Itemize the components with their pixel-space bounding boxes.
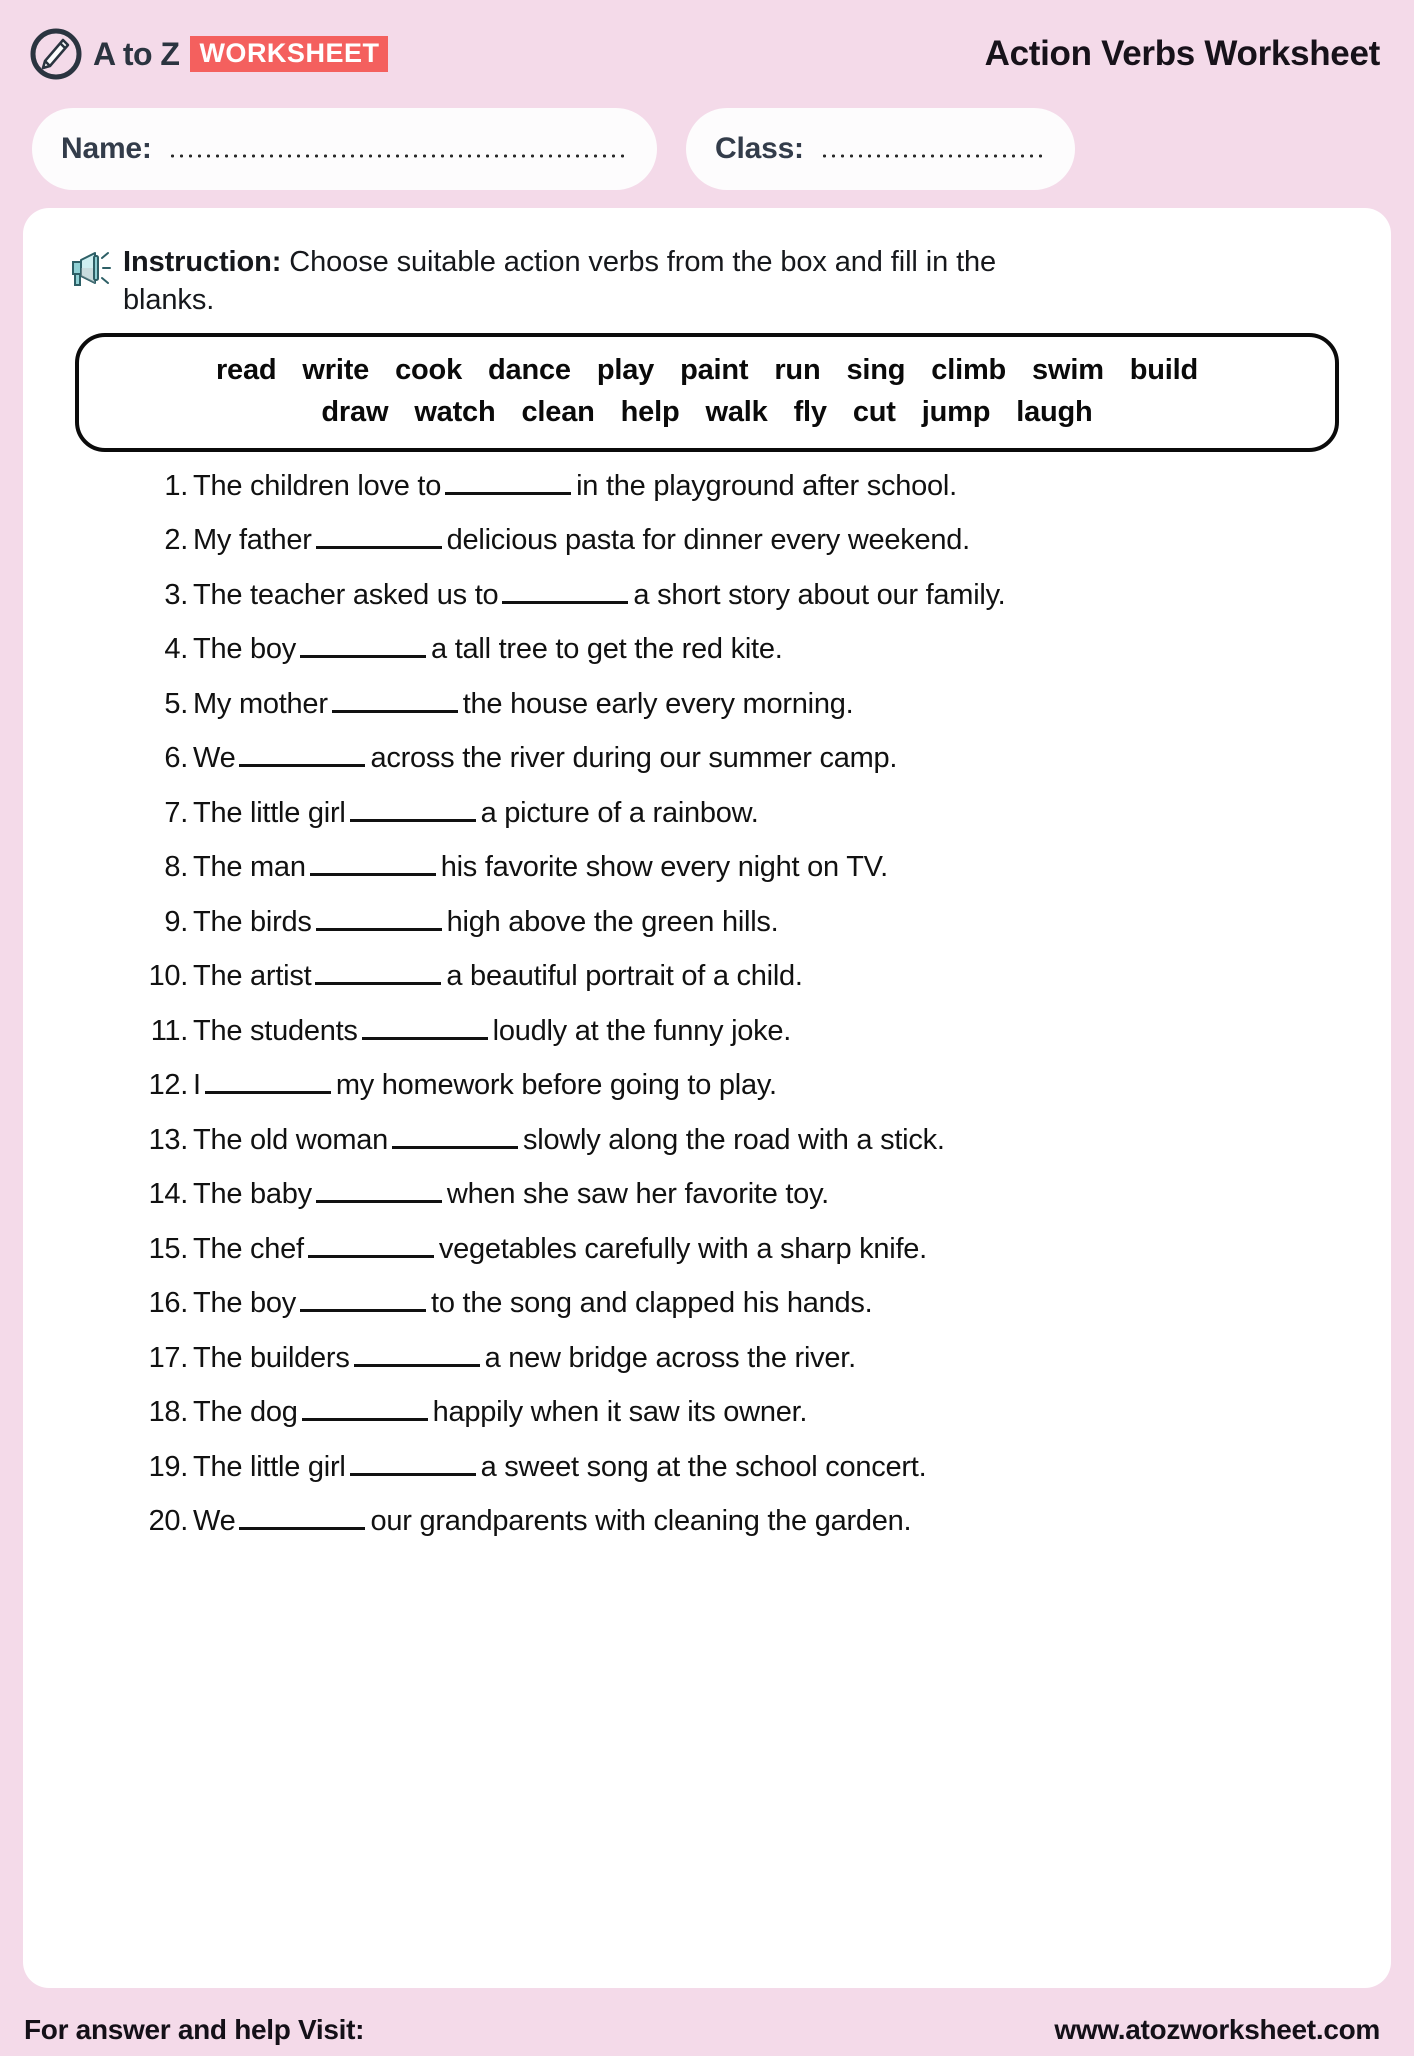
brand-tag: WORKSHEET [190,36,388,71]
question-suffix: when she saw her favorite toy. [446,1178,829,1211]
word-bank-item: walk [705,395,768,428]
question-suffix: the house early every morning. [462,687,854,720]
question-item [131,1015,1361,1070]
question-suffix: across the river during our summer camp. [370,742,898,775]
word-bank-item: paint [680,354,749,387]
word-bank-item: swim [1032,354,1104,387]
question-number: 18. [148,1396,188,1429]
question-text [193,688,853,721]
answer-blank[interactable] [392,1127,518,1149]
answer-blank[interactable] [302,1399,428,1421]
word-bank-box [75,333,1339,451]
instruction-text [123,244,1078,319]
question-prefix: We [193,1505,236,1538]
question-prefix: My father [193,524,312,557]
question-text [193,1287,872,1320]
question-text [193,797,759,830]
question-text [193,1015,791,1048]
question-number: 4. [164,633,188,666]
question-number: 2. [164,524,188,557]
answer-blank[interactable] [362,1018,488,1040]
question-prefix: The old woman [193,1123,389,1156]
answer-blank[interactable] [445,473,571,495]
answer-blank[interactable] [300,636,426,658]
question-prefix: The birds [193,905,312,938]
question-item [131,1069,1361,1124]
question-text [193,960,803,993]
answer-blank[interactable] [350,800,476,822]
question-item [131,633,1361,688]
question-suffix: a picture of a rainbow. [480,796,759,829]
question-text [193,579,1006,612]
question-number: 13. [148,1123,188,1156]
question-number: 11. [150,1014,188,1047]
answer-blank[interactable] [332,691,458,713]
footer-note: For answer and help Visit: [24,2014,365,2045]
answer-blank[interactable] [239,745,365,767]
question-number: 1. [164,469,188,502]
question-text [193,1451,926,1484]
question-number: 12. [148,1069,188,1102]
question-item [131,906,1361,961]
question-number: 17. [148,1341,188,1374]
question-item [131,1451,1361,1506]
question-suffix: delicious pasta for dinner every weekend. [446,524,970,557]
word-bank-item: climb [931,354,1007,387]
question-text [193,633,783,666]
question-suffix: our grandparents with cleaning the garden. [370,1505,912,1538]
question-suffix: loudly at the funny joke. [492,1014,792,1047]
word-bank-item: cook [395,354,462,387]
question-number: 14. [148,1178,188,1211]
word-bank-item: play [596,354,655,387]
page-title: Action Verbs Worksheet [984,34,1380,73]
answer-blank[interactable] [350,1454,476,1476]
question-text [193,470,957,503]
question-item [131,1505,1361,1560]
question-prefix: My mother [193,687,328,720]
question-suffix: to the song and clapped his hands. [431,1287,873,1320]
answer-blank[interactable] [300,1290,426,1312]
word-bank-item: watch [414,395,496,428]
instruction-block [53,236,1361,319]
question-prefix: The boy [193,633,297,666]
questions-list [53,470,1361,1560]
question-number: 7. [164,796,188,829]
question-number: 10. [148,960,188,993]
brand-logo [30,28,388,80]
question-number: 8. [164,851,188,884]
answer-blank[interactable] [205,1072,331,1094]
question-suffix: a tall tree to get the red kite. [431,633,783,666]
answer-blank[interactable] [315,963,441,985]
answer-blank[interactable] [316,527,442,549]
question-text [193,524,970,557]
question-text [193,1178,829,1211]
question-item [131,1124,1361,1179]
question-item [131,797,1361,852]
answer-blank[interactable] [310,854,436,876]
word-bank-item: run [774,354,821,387]
word-bank-item: dance [488,354,571,387]
word-bank-item: build [1129,354,1199,387]
answer-blank[interactable] [239,1508,365,1530]
question-text [193,851,888,884]
question-suffix: happily when it saw its owner. [432,1396,808,1429]
question-number: 6. [164,742,188,775]
name-input[interactable] [168,136,629,162]
question-text [193,742,897,775]
name-label: Name: [61,132,152,165]
question-item [131,1396,1361,1451]
question-item [131,1233,1361,1288]
question-number: 19. [148,1450,188,1483]
question-item [131,960,1361,1015]
instruction-body: Choose suitable action verbs from the box and fill in the blanks. [123,246,997,316]
word-bank-item: help [620,395,680,428]
pen-circle-logo-icon [30,28,82,80]
question-item [131,851,1361,906]
class-input[interactable] [820,136,1047,162]
question-suffix: a new bridge across the river. [484,1341,856,1374]
question-suffix: high above the green hills. [446,905,779,938]
question-suffix: a sweet song at the school concert. [480,1450,927,1483]
word-bank-item: jump [921,395,991,428]
question-prefix: The teacher asked us to [193,578,499,611]
answer-blank[interactable] [354,1345,480,1367]
question-prefix: The little girl [193,1450,346,1483]
question-suffix: my homework before going to play. [335,1069,777,1102]
question-prefix: The children love to [193,469,442,502]
question-text [193,1124,945,1157]
word-bank-item: clean [521,395,595,428]
word-bank-item: fly [793,395,827,428]
question-item [131,742,1361,797]
question-text [193,1505,911,1538]
question-suffix: a short story about our family. [633,578,1006,611]
question-item [131,470,1361,525]
word-bank-item: sing [846,354,906,387]
megaphone-icon [69,249,113,289]
question-suffix: vegetables carefully with a sharp knife. [438,1232,927,1265]
worksheet-body [23,208,1391,1988]
word-bank-item: cut [852,395,896,428]
question-text [193,1396,807,1429]
question-suffix: a beautiful portrait of a child. [446,960,803,993]
question-prefix: We [193,742,236,775]
question-number: 9. [164,905,188,938]
question-item [131,524,1361,579]
question-prefix: The artist [193,960,312,993]
question-prefix: The little girl [193,796,346,829]
question-prefix: The chef [193,1232,304,1265]
question-suffix: his favorite show every night on TV. [440,851,888,884]
question-item [131,1342,1361,1397]
question-prefix: The man [193,851,306,884]
question-item [131,1287,1361,1342]
question-prefix: The students [193,1014,358,1047]
word-bank-item: read [215,354,277,387]
page-header [0,0,1414,108]
student-info-row [0,108,1414,190]
question-item [131,688,1361,743]
question-prefix: The baby [193,1178,312,1211]
question-item [131,579,1361,634]
word-bank-item: write [302,354,370,387]
answer-blank[interactable] [316,909,442,931]
question-prefix: The dog [193,1396,298,1429]
question-number: 15. [148,1232,188,1265]
class-field-card[interactable] [686,108,1075,190]
question-text [193,1069,777,1102]
word-bank-item: laugh [1016,395,1093,428]
footer-website[interactable]: www.atozworksheet.com [1054,2014,1380,2045]
question-number: 20. [148,1505,188,1538]
brand-name: A to Z [93,35,180,72]
question-number: 5. [164,687,188,720]
word-bank-row-1 [99,351,1315,390]
answer-blank[interactable] [308,1236,434,1258]
question-number: 16. [148,1287,188,1320]
question-text [193,1342,856,1375]
answer-blank[interactable] [316,1181,442,1203]
question-prefix: The boy [193,1287,297,1320]
question-prefix: The builders [193,1341,350,1374]
answer-blank[interactable] [502,582,628,604]
question-prefix: I [193,1069,201,1102]
page-footer [0,1988,1414,2056]
class-label: Class: [715,132,804,165]
question-suffix: in the playground after school. [576,469,957,502]
word-bank-row-2 [99,393,1315,432]
question-item [131,1178,1361,1233]
word-bank-item: draw [321,395,389,428]
question-suffix: slowly along the road with a stick. [523,1123,945,1156]
instruction-lead: Instruction: [123,246,282,278]
name-field-card[interactable] [32,108,657,190]
question-text [193,906,778,939]
question-number: 3. [164,578,188,611]
question-text [193,1233,927,1266]
